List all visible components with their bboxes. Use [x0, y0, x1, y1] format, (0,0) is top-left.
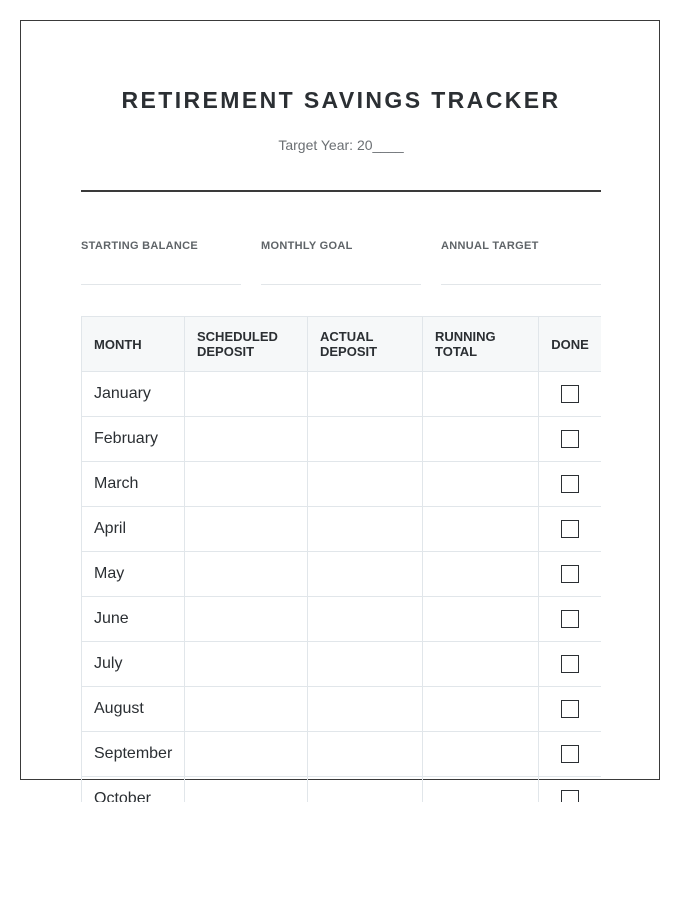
done-checkbox[interactable]	[561, 430, 579, 448]
done-cell	[539, 687, 602, 732]
annual-target-label: ANNUAL TARGET	[441, 240, 539, 252]
actual-deposit-cell[interactable]	[308, 732, 423, 777]
actual-deposit-cell[interactable]	[308, 687, 423, 732]
header-line: TOTAL	[435, 344, 478, 359]
done-checkbox[interactable]	[561, 565, 579, 583]
scheduled-deposit-cell[interactable]	[185, 372, 308, 417]
running-total-cell[interactable]	[423, 687, 539, 732]
actual-deposit-cell[interactable]	[308, 462, 423, 507]
running-total-cell[interactable]	[423, 417, 539, 462]
starting-balance-line	[81, 284, 241, 285]
scheduled-deposit-cell[interactable]	[185, 642, 308, 687]
header-line: RUNNING	[435, 329, 496, 344]
month-cell: January	[82, 372, 185, 417]
table-row	[82, 462, 602, 507]
month-cell: July	[82, 642, 185, 687]
done-checkbox[interactable]	[561, 790, 579, 802]
target-year: Target Year: 20____	[278, 137, 404, 153]
done-checkbox[interactable]	[561, 520, 579, 538]
monthly-goal-field[interactable]	[261, 240, 421, 286]
actual-deposit-cell[interactable]	[308, 642, 423, 687]
header-line: MONTH	[94, 336, 142, 352]
month-cell: April	[82, 507, 185, 552]
scheduled-deposit-cell[interactable]	[185, 417, 308, 462]
actual-deposit-cell[interactable]	[308, 417, 423, 462]
actual-deposit-cell[interactable]	[308, 507, 423, 552]
table-row	[82, 777, 602, 803]
header-line: SCHEDULED	[197, 329, 278, 344]
month-cell: March	[82, 462, 185, 507]
table-row	[82, 507, 602, 552]
running-total-cell[interactable]	[423, 507, 539, 552]
done-cell	[539, 372, 602, 417]
done-cell	[539, 507, 602, 552]
annual-target-line	[441, 284, 601, 285]
table-row	[82, 372, 602, 417]
table-row	[82, 642, 602, 687]
scheduled-deposit-cell[interactable]	[185, 507, 308, 552]
monthly-goal-line	[261, 284, 421, 285]
table-row	[82, 597, 602, 642]
done-checkbox[interactable]	[561, 700, 579, 718]
column-header-done	[539, 317, 602, 372]
month-cell: September	[82, 732, 185, 777]
done-checkbox[interactable]	[561, 385, 579, 403]
table-row	[82, 732, 602, 777]
running-total-cell[interactable]	[423, 552, 539, 597]
column-header-month	[82, 317, 185, 372]
table-header-row	[82, 317, 602, 372]
header-line: DEPOSIT	[197, 344, 255, 359]
actual-deposit-cell[interactable]	[308, 777, 423, 803]
title-divider	[81, 190, 601, 192]
done-cell	[539, 777, 602, 803]
running-total-cell[interactable]	[423, 642, 539, 687]
month-cell: May	[82, 552, 185, 597]
done-cell	[539, 642, 602, 687]
done-cell	[539, 462, 602, 507]
scheduled-deposit-cell[interactable]	[185, 777, 308, 803]
month-cell: October	[82, 777, 185, 803]
scheduled-deposit-cell[interactable]	[185, 732, 308, 777]
header-line: DONE	[551, 336, 589, 352]
scheduled-deposit-cell[interactable]	[185, 462, 308, 507]
done-cell	[539, 732, 602, 777]
actual-deposit-cell[interactable]	[308, 372, 423, 417]
table-row	[82, 552, 602, 597]
column-header-actual-deposit	[308, 317, 423, 372]
done-checkbox[interactable]	[561, 745, 579, 763]
column-header-scheduled-deposit	[185, 317, 308, 372]
done-checkbox[interactable]	[561, 475, 579, 493]
page-title: RETIREMENT SAVINGS TRACKER	[121, 87, 561, 113]
table-body	[82, 372, 602, 803]
starting-balance-label: STARTING BALANCE	[81, 240, 199, 252]
actual-deposit-cell[interactable]	[308, 552, 423, 597]
done-cell	[539, 417, 602, 462]
header-line: ACTUAL	[320, 329, 374, 344]
month-cell: February	[82, 417, 185, 462]
annual-target-field[interactable]	[441, 240, 601, 286]
table-row	[82, 417, 602, 462]
scheduled-deposit-cell[interactable]	[185, 687, 308, 732]
starting-balance-field[interactable]	[81, 240, 241, 286]
scheduled-deposit-cell[interactable]	[185, 597, 308, 642]
column-header-running-total	[423, 317, 539, 372]
monthly-goal-label: MONTHLY GOAL	[261, 240, 353, 252]
month-cell: August	[82, 687, 185, 732]
done-checkbox[interactable]	[561, 655, 579, 673]
running-total-cell[interactable]	[423, 462, 539, 507]
running-total-cell[interactable]	[423, 732, 539, 777]
scheduled-deposit-cell[interactable]	[185, 552, 308, 597]
table-wrapper	[81, 316, 601, 802]
done-cell	[539, 597, 602, 642]
running-total-cell[interactable]	[423, 777, 539, 803]
done-cell	[539, 552, 602, 597]
month-cell: June	[82, 597, 185, 642]
done-checkbox[interactable]	[561, 610, 579, 628]
running-total-cell[interactable]	[423, 372, 539, 417]
table-row	[82, 687, 602, 732]
header-line: DEPOSIT	[320, 344, 378, 359]
running-total-cell[interactable]	[423, 597, 539, 642]
actual-deposit-cell[interactable]	[308, 597, 423, 642]
savings-table	[81, 316, 601, 802]
